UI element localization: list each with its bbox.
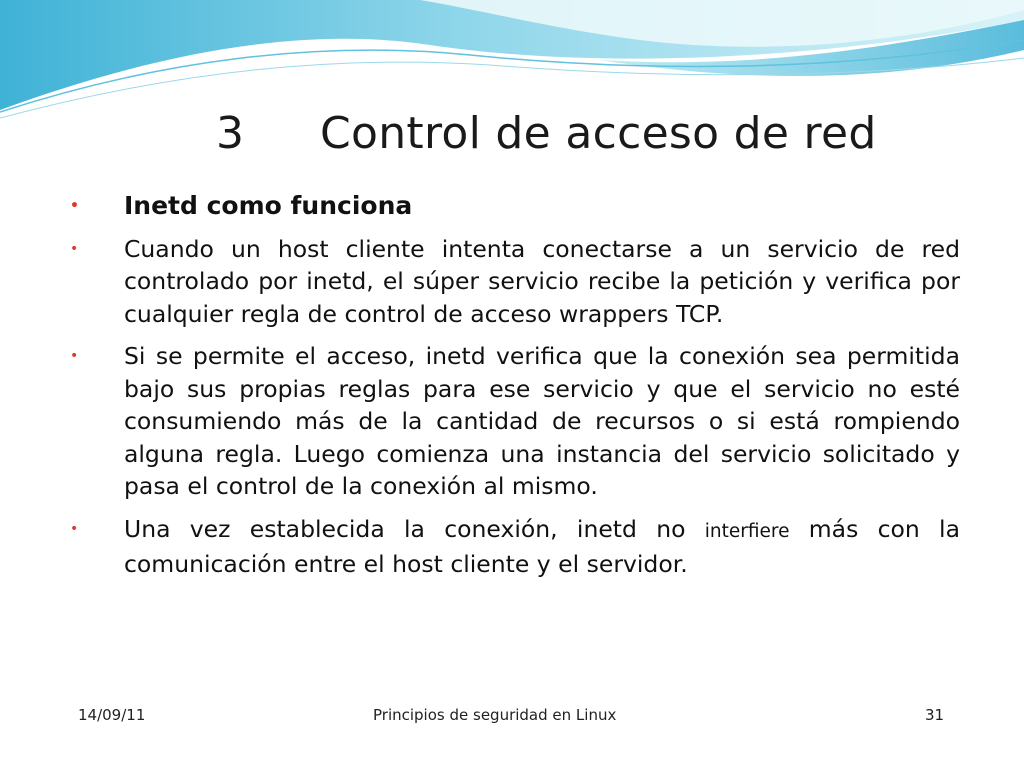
bullet-dot-icon: • xyxy=(70,348,79,364)
bullet-text: Cuando un host cliente intenta conectarse a un servicio de red controlado por inetd, el súper servicio recibe la petición y verifica por cualquier regla de control de acceso wrappers TCP. xyxy=(124,234,960,328)
footer-page-number: 31 xyxy=(925,706,945,724)
footer-title: Principios de seguridad en Linux xyxy=(373,706,617,724)
bullet-item xyxy=(70,513,960,581)
bullet-item xyxy=(70,340,960,503)
bullet-dot-icon: • xyxy=(70,198,79,214)
slide-title xyxy=(216,108,877,159)
bullet-text: Inetd como funciona xyxy=(124,191,413,220)
bullet-item-heading xyxy=(70,190,960,223)
bullet-text-before: Una vez establecida la conexión, inetd no xyxy=(124,514,705,543)
footer-date: 14/09/11 xyxy=(78,706,146,724)
bullet-text-small: interfiere xyxy=(704,520,790,542)
bullet-dot-icon: • xyxy=(70,240,79,257)
bullet-dot-icon: • xyxy=(70,520,79,537)
bullet-item xyxy=(70,233,960,331)
slide-title-number: 3 xyxy=(216,108,245,159)
bullet-list xyxy=(70,190,960,591)
bullet-text-after: más con la comunicación entre el host cliente y el servidor. xyxy=(124,514,960,578)
slide-title-text: Control de acceso de red xyxy=(320,108,877,159)
bullet-text: Si se permite el acceso, inetd verifica que la conexión sea permitida bajo sus propias reglas para ese servicio y que el servicio no esté consumiendo más de la cantidad de recursos o si está rompiendo alguna regla. Luego comienza una instancia del servicio solicitado y pasa el control de la conexión al mismo. xyxy=(124,342,960,500)
